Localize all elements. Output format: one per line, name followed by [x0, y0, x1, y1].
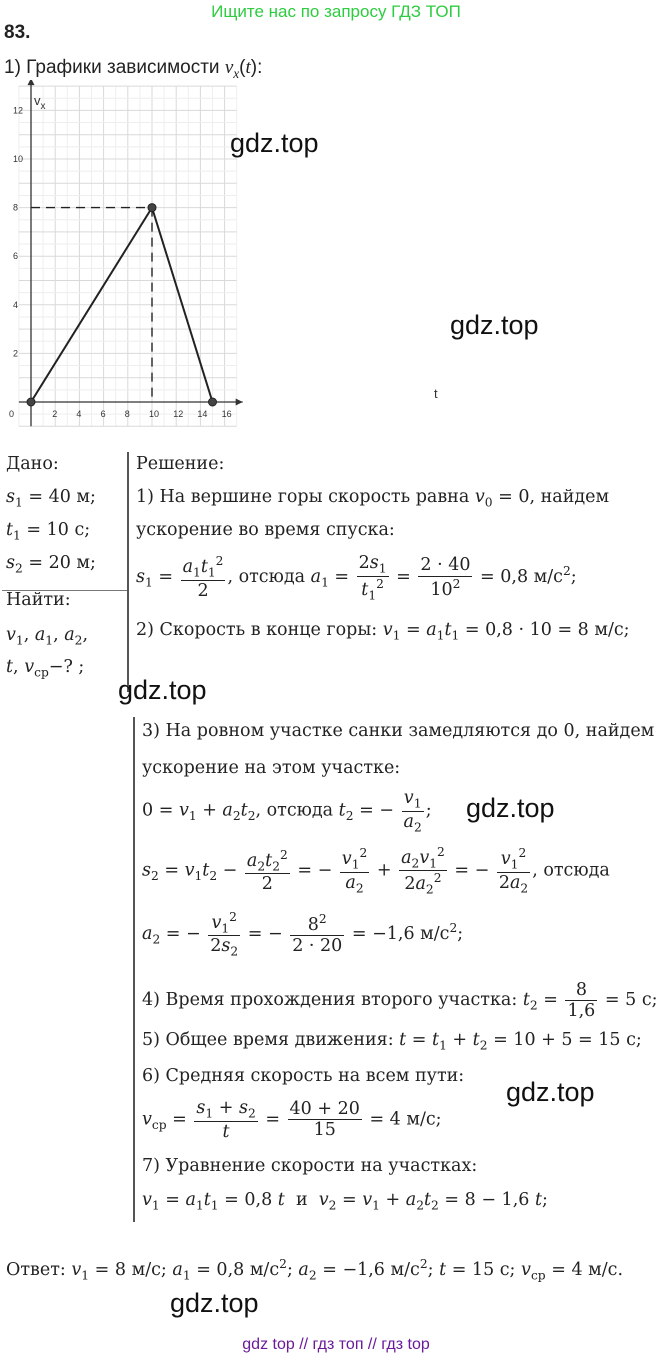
find-line1: $v_1$, $a_1$, $a_2$,	[6, 625, 89, 648]
step-5: 5) Общее время движения: $t = t_1 + t_2 = 10 + 5 = 15$ с;	[142, 1030, 642, 1053]
step-1c: $s_1$ = $\frac{a_1t_1^2}{2}$ , отсюда $a_1$ = $\frac{2s_1}{t_1^2}$ = $\frac{2 \cdot 40}{10^2}$ = 0,8 $м/с^2$;	[136, 553, 577, 602]
bottom-links[interactable]: gdz top // гдз топ // гдз top	[242, 1336, 430, 1353]
step-6-formula: $v_{ср}$ = $\frac{s_1 + s_2}{t}$ = $\frac{40 + 20}{15}$ = 4 м/с;	[142, 1098, 442, 1142]
x-tick-label: 12	[173, 409, 184, 419]
find-title: Найти:	[6, 590, 71, 610]
step-1b: ускорение во время спуска:	[136, 520, 395, 540]
given-t1: $t_1 = 10$ с;	[6, 520, 91, 543]
x-tick-label: 16	[221, 409, 232, 419]
x-tick-label: 4	[76, 409, 82, 419]
top-banner[interactable]: Ищите нас по запросу ГДЗ ТОП	[211, 2, 461, 21]
x-tick-label: 2	[52, 409, 58, 419]
find-line2: t, $v_{ср}-$? ;	[6, 657, 85, 680]
data-point	[27, 398, 35, 406]
y-tick-label: 12	[13, 105, 24, 116]
data-point	[148, 204, 156, 212]
chart-ticks	[9, 105, 232, 419]
step-3d: $s_2 = v_1t_2$ − $\frac{a_2t_2^2}{2}$ = − $\frac{v_1^2}{a_2}$ + $\frac{a_2v_1^2}{2a_2^2}$ = − $\frac{v_1^2}{2a_2}$ , отсюда	[142, 845, 610, 897]
y-tick-label: 4	[13, 299, 19, 310]
problem-number: 83.	[4, 22, 31, 43]
step-3a: 3) На ровном участке санки замедляются до 0, найдем	[142, 721, 655, 741]
step-3b: ускорение на этом участке:	[142, 758, 401, 778]
watermark: gdz.top	[450, 310, 539, 340]
watermark: gdz.top	[506, 1077, 595, 1107]
x-tick-label: 10	[149, 409, 160, 419]
divider-given	[127, 452, 129, 692]
x-tick-label: 6	[100, 409, 106, 419]
watermark: gdz.top	[466, 793, 555, 823]
step-3c: $0 = v_1 + a_2t_2$, отсюда $t_2$ = − $\frac{v_1}{a_2}$ ;	[142, 788, 432, 835]
y-tick-label: 2	[13, 348, 19, 359]
y-axis-label: $v_x$	[34, 93, 46, 112]
y-tick-label: 8	[13, 202, 19, 213]
x-tick-label: 0	[9, 409, 15, 419]
watermark: gdz.top	[118, 675, 207, 705]
y-axis-arrow	[28, 80, 35, 85]
solution-title: Решение:	[136, 454, 225, 474]
answer-line: Ответ: $v_1 = 8$ м/с; $a_1 = 0,8$ $м/с^2$; $a_2 = -1,6$ $м/с^2$; t = 15 с; $v_{ср} = 4$ м/с.	[6, 1257, 624, 1283]
step-2: 2) Скорость в конце горы: $v_1 = a_1t_1 = 0,8 \cdot 10 = 8$ м/с;	[136, 620, 630, 643]
y-tick-label: 6	[13, 251, 19, 262]
step-3e: $a_2$ = − $\frac{v_1^2}{2s_2}$ = − $\frac{8^2}{2 \cdot 20}$ = −1,6 $м/с^2$;	[142, 910, 464, 959]
graph-heading: 1) Графики зависимости $v_x(t)$:	[4, 57, 263, 81]
step-6: 6) Средняя скорость на всем пути:	[142, 1066, 465, 1086]
x-tick-label: 8	[124, 409, 130, 419]
y-tick-label: 10	[13, 154, 24, 164]
x-axis-arrow	[236, 399, 243, 406]
step-4: 4) Время прохождения второго участка: $t_2$ = $\frac{8}{1,6}$ = 5 с;	[142, 980, 658, 1022]
watermark: gdz.top	[230, 128, 319, 158]
watermark: gdz.top	[170, 1288, 259, 1318]
given-s1: $s_1 = 40$ м;	[6, 487, 96, 510]
step-1a: 1) На вершине горы скорость равна $v_0 = 0$, найдем	[136, 487, 610, 510]
given-s2: $s_2 = 20$ м;	[6, 553, 96, 576]
step-7: 7) Уравнение скорости на участках:	[142, 1156, 478, 1176]
x-axis-label: t	[434, 386, 438, 401]
data-point	[209, 398, 217, 406]
x-tick-label: 14	[197, 409, 208, 419]
step-7-equations: $v_1 = a_1t_1 = 0,8$ t и $v_2 = v_1 + a_2t_2 = 8 - 1,6$ t;	[142, 1190, 548, 1213]
chart-axes	[19, 80, 243, 426]
divider-solution	[133, 717, 135, 1222]
given-title: Дано:	[6, 454, 59, 474]
